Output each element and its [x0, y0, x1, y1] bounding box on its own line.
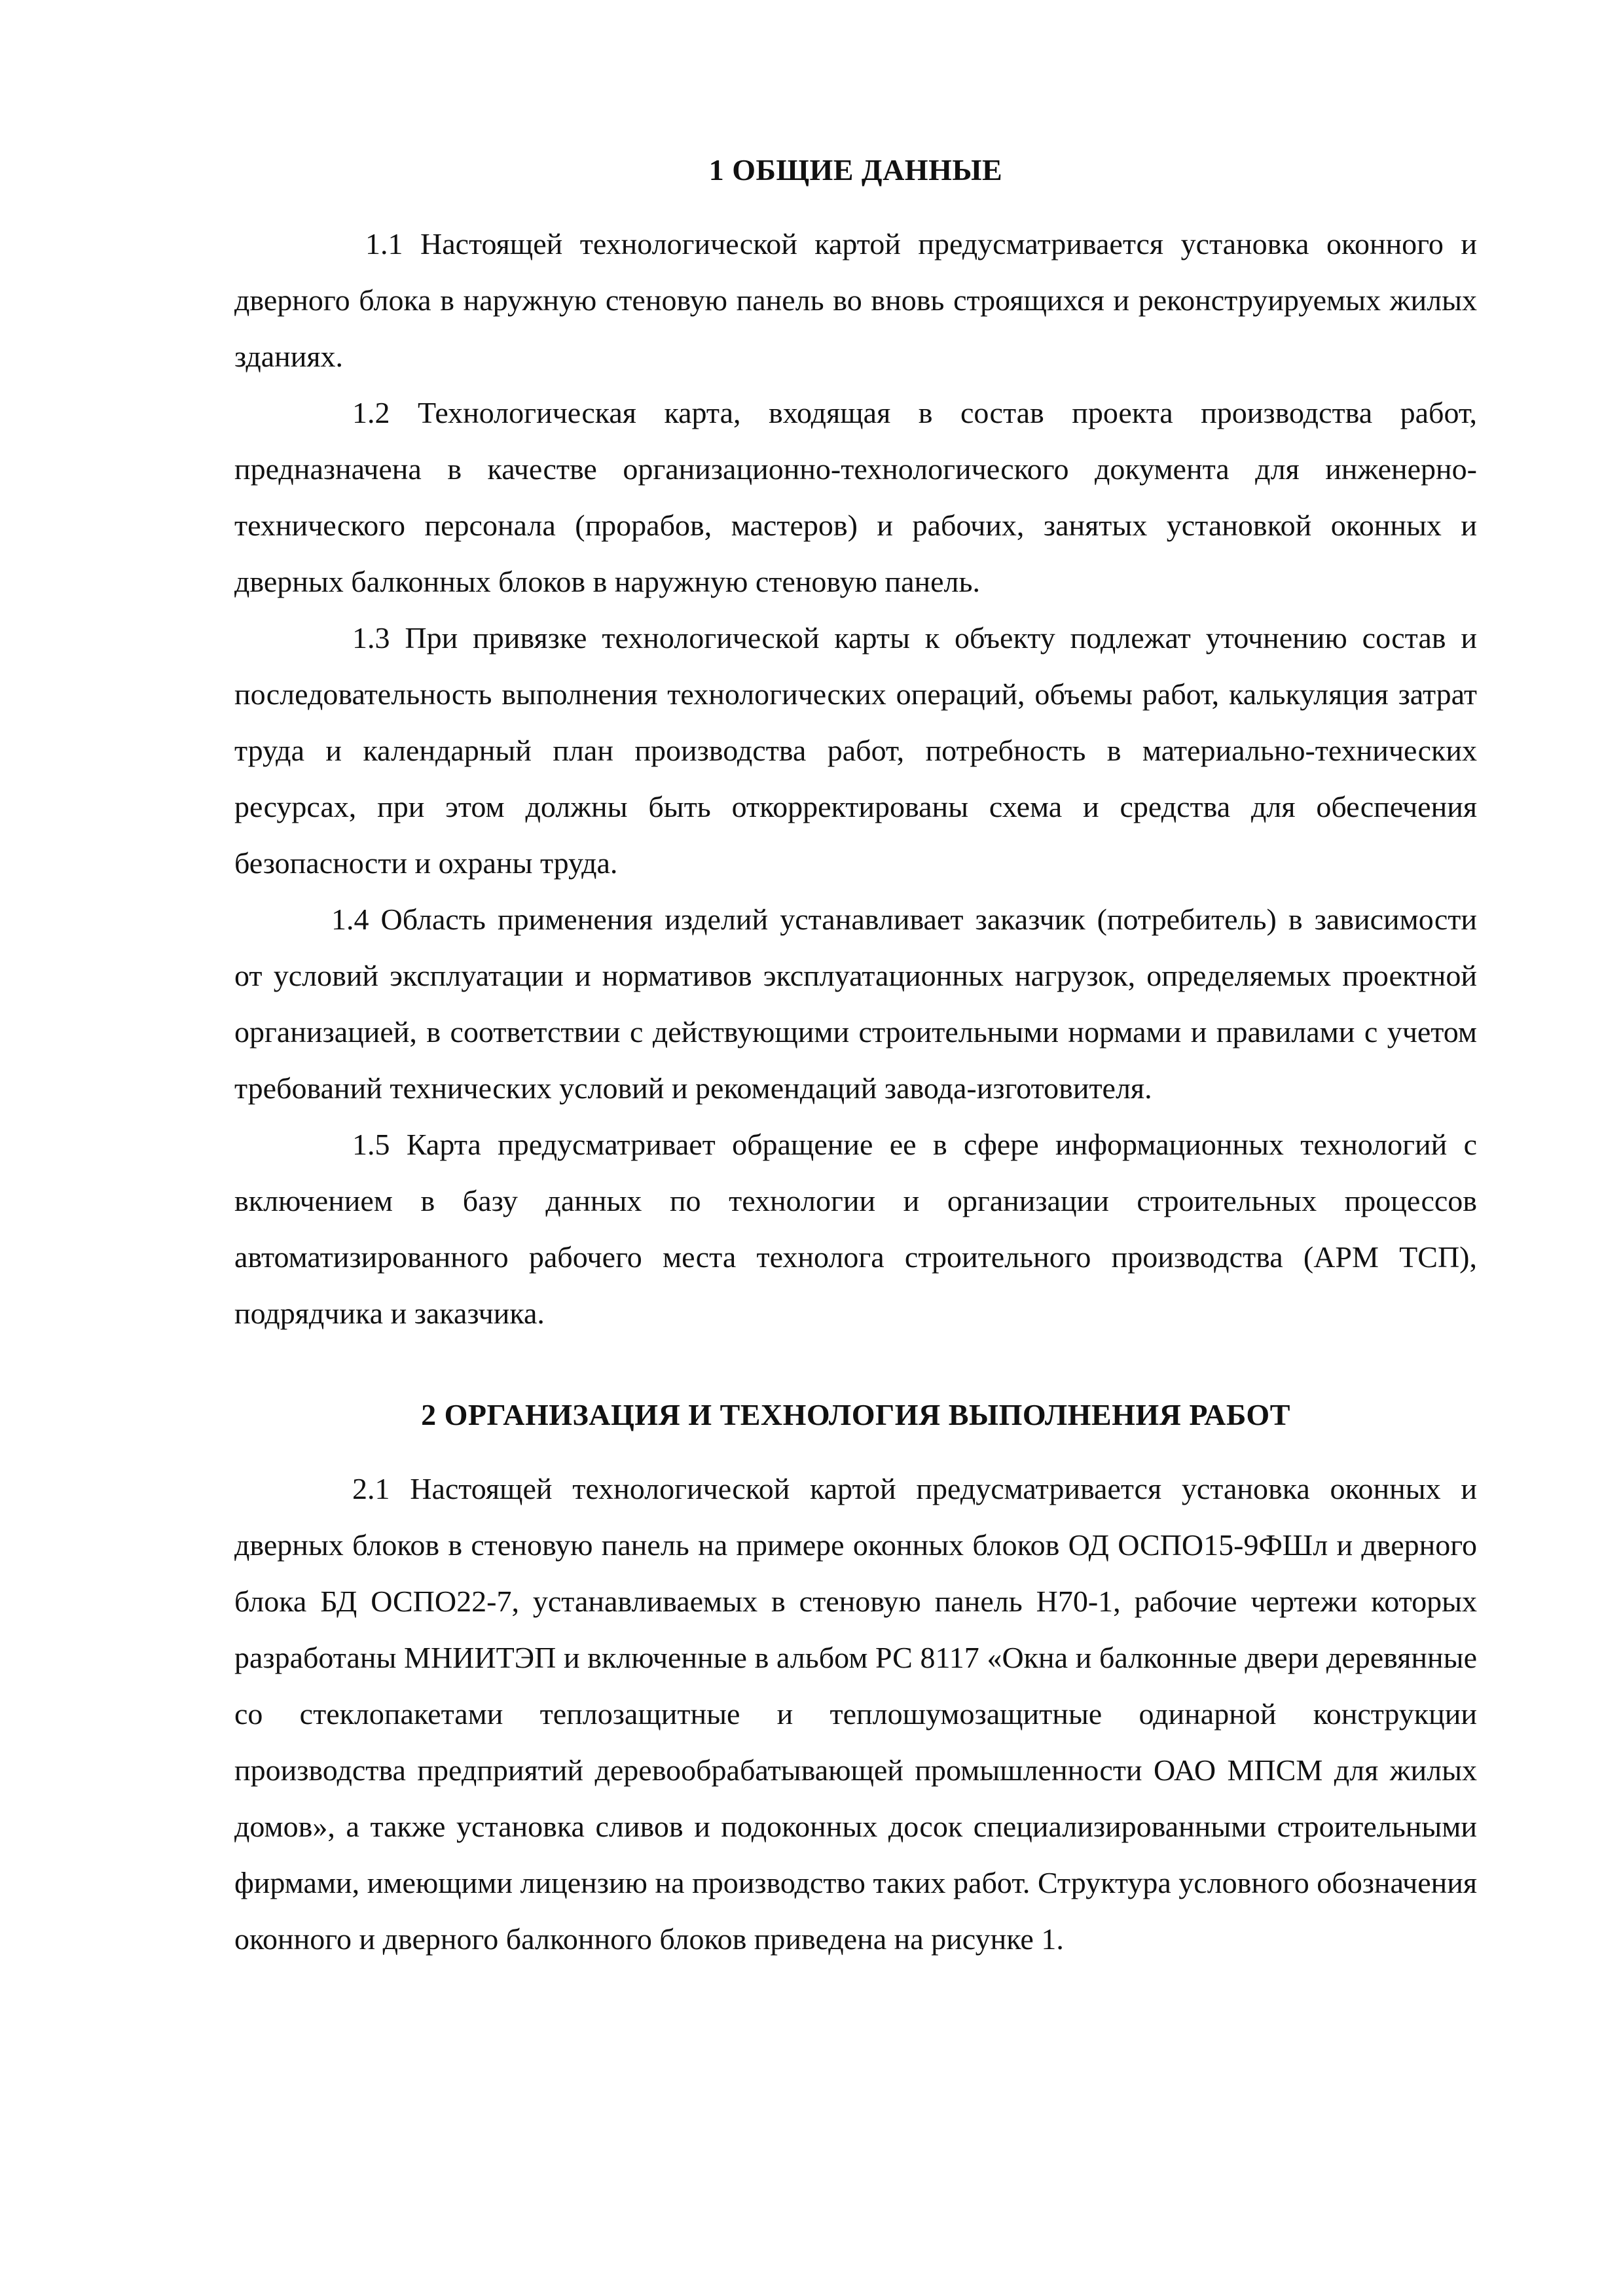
paragraph-2-1: 2.1 Настоящей технологической картой предусматривается установка оконных и дверных блоков в стеновую панель на примере оконных блоков ОД ОСПО15-9ФШл и дверного блока БД ОСПО22-7, устанавливаемых в стеновую панель Н70-1, рабочие чертежи которых разработаны МНИИТЭП и включенные в альбом РС 8117 «Окна и балконные двери деревянные со стеклопакетами теплозащитные и теплошумозащитные одинарной конструкции производства предприятий деревообрабатывающей промышленности ОАО МПСМ для жилых домов», а также установка сливов и подоконных досок специализированными строительными фирмами, имеющими лицензию на производство таких работ. Структура условного обозначения оконного и дверного балконного блоков приведена на рисунке 1. — [234, 1472, 1477, 1956]
paragraph-1-1: 1.1 Настоящей технологической картой предусматривается установка оконного и дверного блока в наружную стеновую панель во вновь строящихся и реконструируемых жилых зданиях. — [234, 227, 1477, 373]
paragraph-1-5: 1.5 Карта предусматривает обращение ее в сфере информационных технологий с включением в базу данных по технологии и организации строительных процессов автоматизированного рабочего места технолога строительного производства (АРМ ТСП), подрядчика и заказчика. — [234, 1128, 1477, 1330]
paragraph-1-4: 1.4 Область применения изделий устанавливает заказчик (потребитель) в зависимости от условий эксплуатации и нормативов эксплуатационных нагрузок, определяемых проектной организацией, в соответствии с действующими строительными нормами и правилами с учетом требований технических условий и рекомендаций завода-изготовителя. — [234, 903, 1477, 1105]
paragraph-1-2: 1.2 Технологическая карта, входящая в состав проекта производства работ, предназначена в качестве организационно-технологического документа для инженерно-технического персонала (прорабов, мастеров) и рабочих, занятых установкой оконных и дверных балконных блоков в наружную стеновую панель. — [234, 396, 1477, 598]
section-1-title: 1 ОБЩИЕ ДАННЫЕ — [708, 153, 1003, 187]
paragraph-1-3: 1.3 При привязке технологической карты к объекту подлежат уточнению состав и последовательность выполнения технологических операций, объемы работ, калькуляция затрат труда и календарный план производства работ, потребность в материально-технических ресурсах, при этом должны быть откорректированы схема и средства для обеспечения безопасности и охраны труда. — [234, 621, 1477, 880]
section-2-title: 2 ОРГАНИЗАЦИЯ И ТЕХНОЛОГИЯ ВЫПОЛНЕНИЯ РАБОТ — [421, 1398, 1290, 1431]
document-page — [234, 151, 1477, 1967]
